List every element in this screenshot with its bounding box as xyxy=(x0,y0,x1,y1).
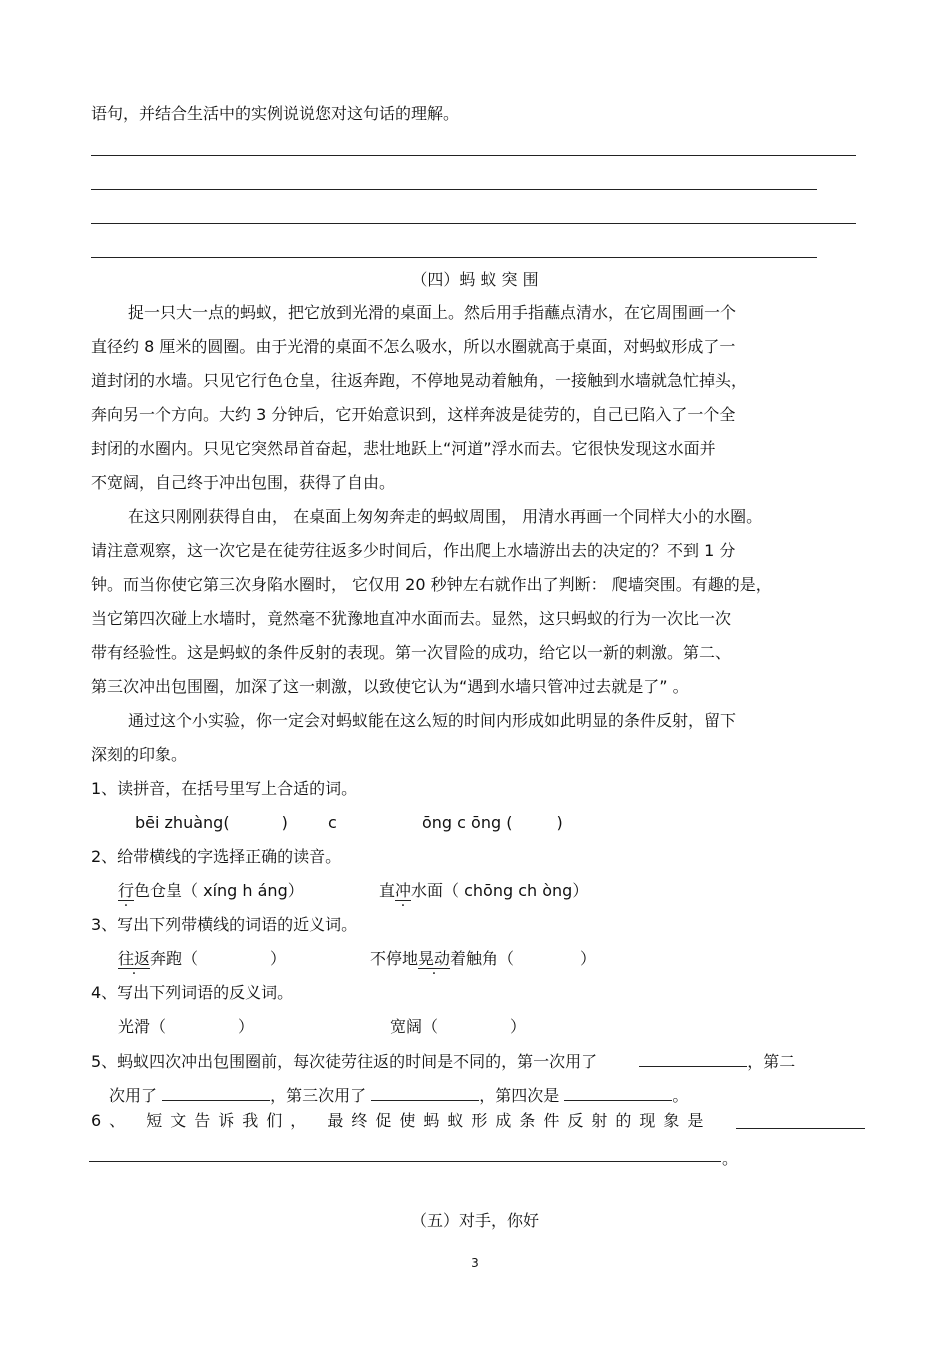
question-6-end: 。 xyxy=(722,1149,739,1168)
pinyin-text: ōng c ōng ( xyxy=(422,813,513,832)
question-1-pinyin-2: c xyxy=(328,813,337,832)
paragraph-line: 封闭的水圈内。只见它突然昂首奋起，悲壮地跃上“河道”浮水而去。它很快发现这水面并 xyxy=(91,439,716,458)
paragraph-line: 直径约 8 厘米的圆圈。由于光滑的桌面不怎么吸水，所以水圈就高于桌面，对蚂蚁形成了一 xyxy=(91,337,736,356)
pinyin-text: bēi zhuàng( xyxy=(135,813,230,832)
paragraph-line: 钟。而当你使它第三次身陷水圈时， 它仅用 20 秒钟左右就作出了判断： 爬墙突围。有趣的是， xyxy=(91,575,772,594)
underlined-word: 往返 xyxy=(118,949,151,968)
page-number: 3 xyxy=(471,1256,479,1270)
question-5-line-2 xyxy=(109,1084,688,1107)
paren-close: ） xyxy=(270,949,287,968)
underlined-char: 冲 xyxy=(395,881,412,900)
item-text: 水面（ chōng ch òng） xyxy=(411,881,589,900)
answer-line[interactable] xyxy=(91,155,856,156)
answer-blank[interactable] xyxy=(639,1050,747,1067)
question-text: 次用了 xyxy=(109,1086,158,1105)
section-title: （四）蚂 蚁 突 围 xyxy=(411,270,539,289)
paragraph-line: 在这只刚刚获得自由， 在桌面上匆匆奔走的蚂蚁周围， 用清水再画一个同样大小的水圈。 xyxy=(128,507,763,526)
item-text: 着触角（ xyxy=(450,949,515,968)
question-1-pinyin-1 xyxy=(135,812,288,834)
question-4-label: 4、写出下列词语的反义词。 xyxy=(91,983,294,1002)
question-text: 6、 短文告诉我们， 最终促使蚂蚁形成条件反射的现象是 xyxy=(91,1111,712,1130)
paren-close: ) xyxy=(556,813,563,832)
intro-line: 语句，并结合生活中的实例说说您对这句话的理解。 xyxy=(91,104,460,123)
paragraph-line: 当它第四次碰上水墙时，竟然毫不犹豫地直冲水面而去。显然，这只蚂蚁的行为一次比一次 xyxy=(91,609,732,628)
paragraph-line: 请注意观察，这一次它是在徒劳往返多少时间后，作出爬上水墙游出去的决定的？不到 1 分 xyxy=(91,541,736,560)
question-text: 5、蚂蚁四次冲出包围圈前，每次徒劳往返的时间是不同的，第一次用了 xyxy=(91,1052,598,1071)
question-1-label: 1、读拼音，在括号里写上合适的词。 xyxy=(91,779,358,798)
answer-blank[interactable] xyxy=(371,1084,479,1101)
question-text: ，第四次是 xyxy=(479,1086,560,1105)
question-6-line-1 xyxy=(91,1110,711,1132)
paren-close: ） xyxy=(238,1017,255,1036)
question-1-pinyin-3 xyxy=(422,812,563,834)
item-text: 奔跑（ xyxy=(150,949,199,968)
paragraph-line: 第三次冲出包围圈，加深了这一刺激，以致使它认为“遇到水墙只管冲过去就是了” 。 xyxy=(91,677,689,696)
section-title: （五）对手，你好 xyxy=(410,1211,539,1230)
paragraph-line: 深刻的印象。 xyxy=(91,745,188,764)
question-2-item-1 xyxy=(118,880,304,902)
question-5-line-1 xyxy=(91,1050,795,1073)
item-text: 宽阔（ xyxy=(390,1017,439,1036)
answer-line[interactable] xyxy=(91,223,856,224)
question-4-item-1 xyxy=(118,1016,254,1038)
paragraph-line: 不宽阔，自己终于冲出包围，获得了自由。 xyxy=(91,473,396,492)
question-4-item-2 xyxy=(390,1016,526,1038)
underlined-char: 行 xyxy=(118,881,135,900)
paragraph-line: 捉一只大一点的蚂蚁，把它放到光滑的桌面上。然后用手指蘸点清水，在它周围画一个 xyxy=(128,303,737,322)
question-text: 。 xyxy=(672,1086,689,1105)
answer-line[interactable] xyxy=(89,1161,721,1162)
item-text: 不停地 xyxy=(370,949,419,968)
question-3-item-2 xyxy=(370,948,596,970)
question-text: ，第三次用了 xyxy=(270,1086,367,1105)
paren-close: ) xyxy=(281,813,288,832)
question-text: ，第二 xyxy=(747,1052,796,1071)
item-text: 色仓皇（ xíng h áng） xyxy=(134,881,304,900)
paragraph-line: 奔向另一个方向。大约 3 分钟后，它开始意识到，这样奔波是徒劳的，自己已陷入了一个全 xyxy=(91,405,736,424)
paragraph-line: 带有经验性。这是蚂蚁的条件反射的表现。第一次冒险的成功，给它以一新的刺激。第二、 xyxy=(91,643,732,662)
paren-close: ） xyxy=(580,949,597,968)
answer-blank[interactable] xyxy=(564,1084,672,1101)
paragraph-line: 通过这个小实验，你一定会对蚂蚁能在这么短的时间内形成如此明显的条件反射，留下 xyxy=(128,711,737,730)
question-3-label: 3、写出下列带横线的词语的近义词。 xyxy=(91,915,358,934)
answer-blank[interactable] xyxy=(162,1084,270,1101)
item-text: 直 xyxy=(379,881,396,900)
question-2-label: 2、给带横线的字选择正确的读音。 xyxy=(91,847,342,866)
underlined-word: 晃动 xyxy=(418,949,451,968)
question-3-item-1 xyxy=(118,948,286,970)
paren-close: ） xyxy=(510,1017,527,1036)
answer-line[interactable] xyxy=(91,257,817,258)
question-2-item-2 xyxy=(379,880,588,902)
answer-line[interactable] xyxy=(91,189,817,190)
item-text: 光滑（ xyxy=(118,1017,167,1036)
paragraph-line: 道封闭的水墙。只见它行色仓皇，往返奔跑，不停地晃动着触角，一接触到水墙就急忙掉头， xyxy=(91,371,748,390)
answer-line[interactable] xyxy=(736,1128,865,1129)
